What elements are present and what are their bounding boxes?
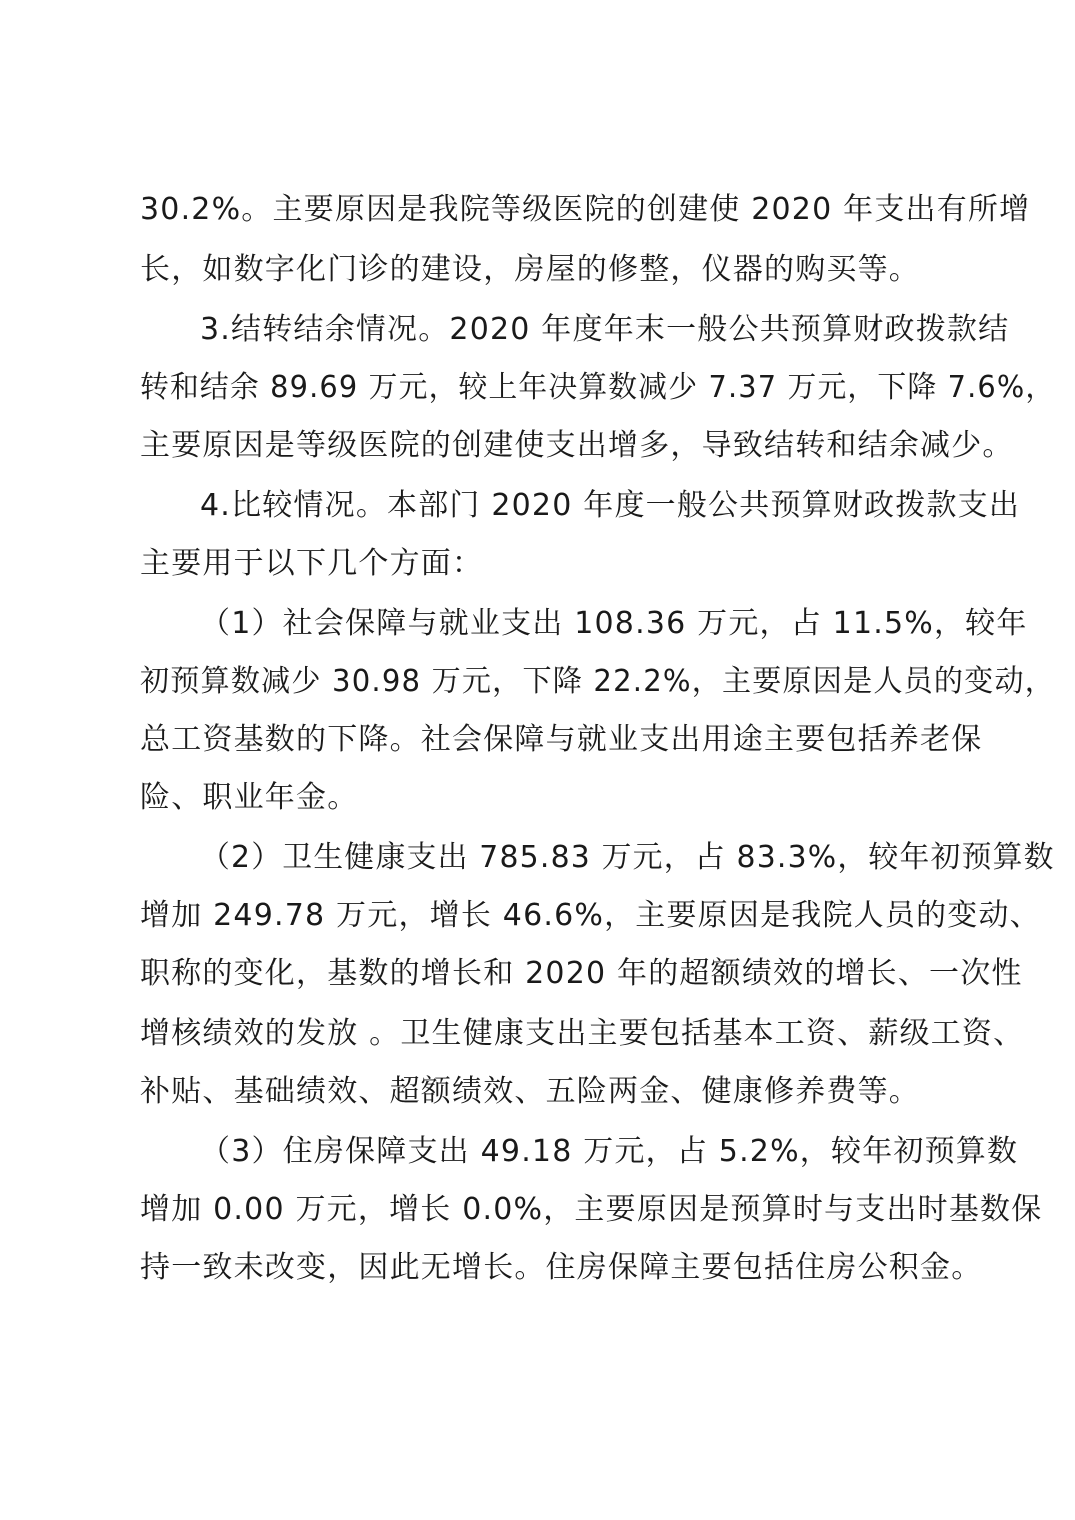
text-line: 增核绩效的发放 。卫生健康支出主要包括基本工资、薪级工资、 [140,1016,1025,1051]
text-line: 主要用于以下几个方面： [140,546,484,581]
list-item-line: （3）住房保障支出 49.18 万元，占 5.2%，较年初预算数 [200,1134,1019,1169]
text-line: 增加 0.00 万元，增长 0.0%，主要原因是预算时与支出时基数保 [140,1192,1043,1227]
text-line: 总工资基数的下降。社会保障与就业支出用途主要包括养老保 [140,722,983,757]
paragraph-heading-line: 4.比较情况。本部门 2020 年度一般公共预算财政拨款支出 [200,488,1021,523]
list-item-line: （2）卫生健康支出 785.83 万元，占 83.3%，较年初预算数 [200,840,1055,875]
text-line: 补贴、基础绩效、超额绩效、五险两金、健康修养费等。 [140,1074,920,1109]
text-line: 长，如数字化门诊的建设，房屋的修整，仪器的购买等。 [140,252,920,287]
text-line: 转和结余 89.69 万元，较上年决算数减少 7.37 万元，下降 7.6%， [140,370,1056,405]
paragraph-heading-line: 3.结转结余情况。2020 年度年末一般公共预算财政拨款结 [200,312,1010,347]
text-line: 30.2%。主要原因是我院等级医院的创建使 2020 年支出有所增 [140,192,1031,227]
text-line: 增加 249.78 万元，增长 46.6%，主要原因是我院人员的变动、 [140,898,1041,933]
text-line: 持一致未改变，因此无增长。住房保障主要包括住房公积金。 [140,1250,983,1285]
text-line: 主要原因是等级医院的创建使支出增多，导致结转和结余减少。 [140,428,1014,463]
list-item-line: （1）社会保障与就业支出 108.36 万元，占 11.5%，较年 [200,606,1028,641]
text-line: 险、职业年金。 [140,780,359,815]
text-line: 初预算数减少 30.98 万元，下降 22.2%，主要原因是人员的变动， [140,664,1055,699]
text-line: 职称的变化，基数的增长和 2020 年的超额绩效的增长、一次性 [140,956,1023,991]
